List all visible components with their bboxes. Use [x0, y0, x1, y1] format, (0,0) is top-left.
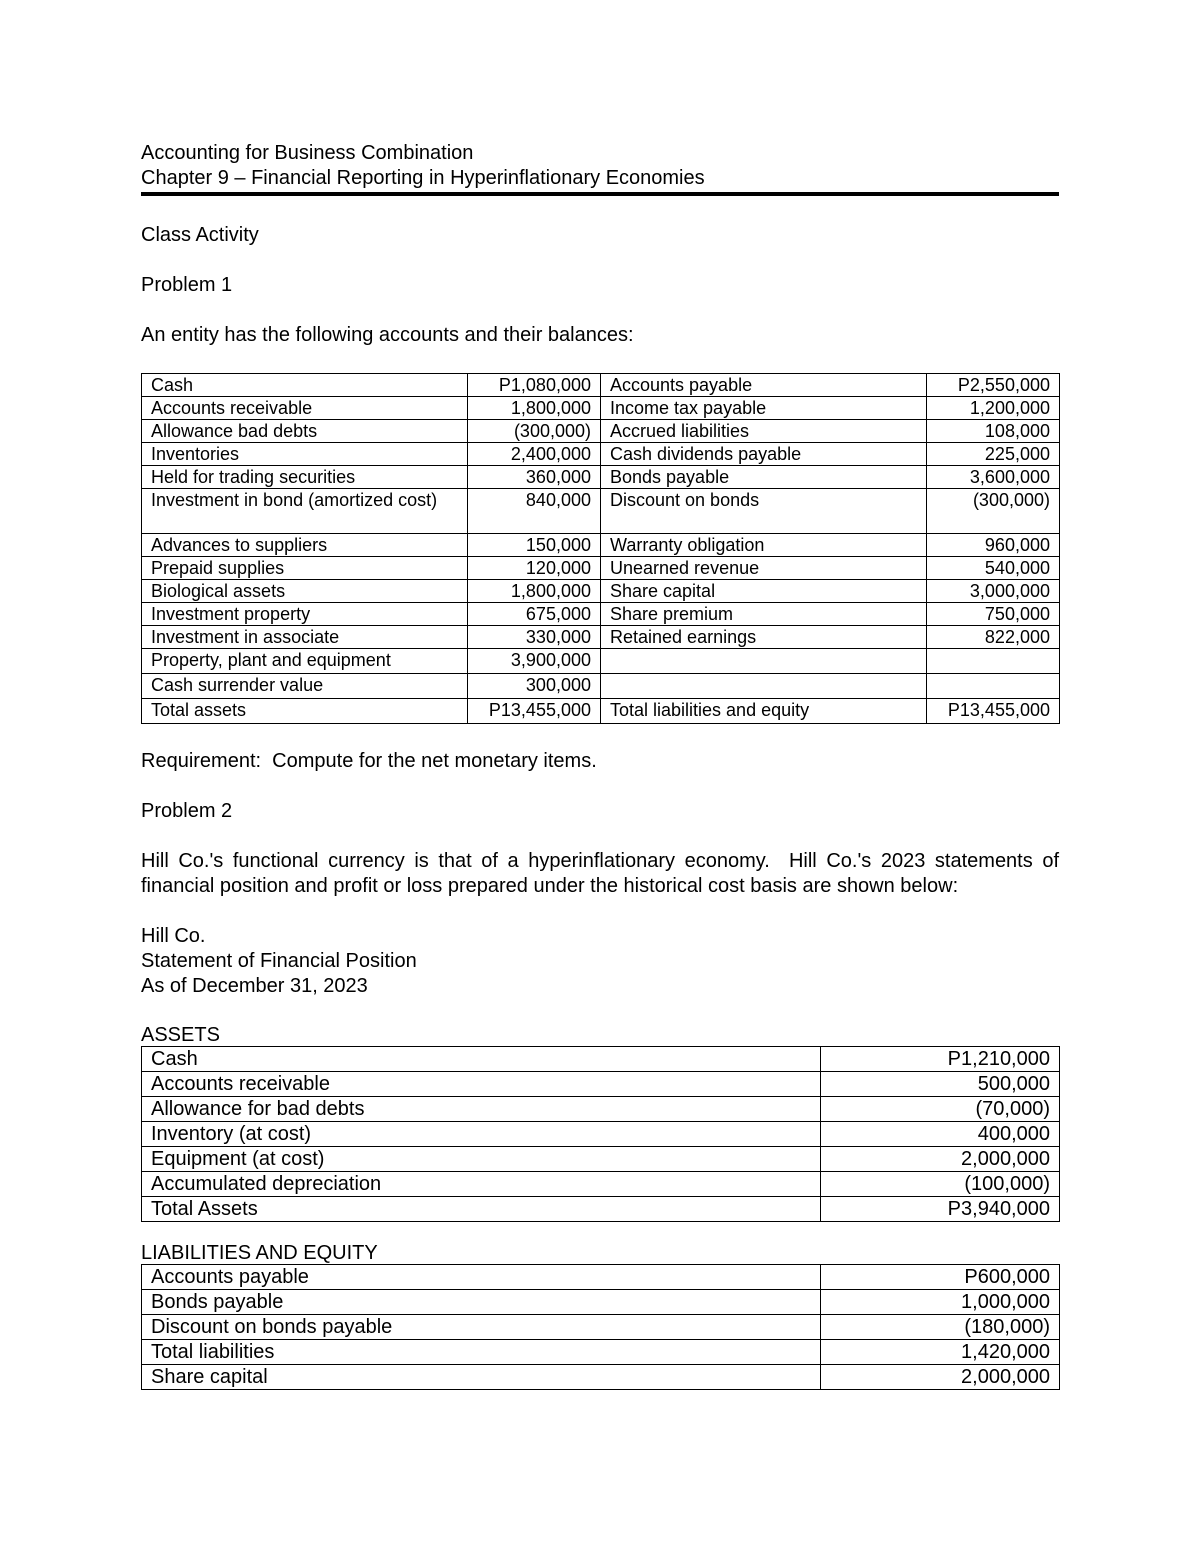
table-row: [142, 1097, 1060, 1122]
problem1-balances-table: [141, 373, 1060, 724]
account-label: Total liabilities: [142, 1340, 821, 1365]
account-label: Equipment (at cost): [142, 1147, 821, 1172]
asset-amount: 150,000: [468, 534, 601, 557]
asset-amount: 330,000: [468, 626, 601, 649]
asset-account: Cash: [142, 374, 468, 397]
account-amount: 500,000: [821, 1072, 1060, 1097]
account-amount: 1,000,000: [821, 1290, 1060, 1315]
account-label: Accumulated depreciation: [142, 1172, 821, 1197]
table-row: [142, 420, 1060, 443]
asset-account: Accounts receivable: [142, 397, 468, 420]
table-row: [142, 443, 1060, 466]
liability-amount: P2,550,000: [927, 374, 1060, 397]
liability-account: Bonds payable: [601, 466, 927, 489]
liability-amount: 108,000: [927, 420, 1060, 443]
asset-amount: 3,900,000: [468, 649, 601, 674]
table-row: [142, 374, 1060, 397]
problem1-title: Problem 1: [141, 274, 233, 296]
asset-amount: 1,800,000: [468, 397, 601, 420]
liability-account: Share premium: [601, 603, 927, 626]
problem2-intro: Hill Co.'s functional currency is that of a hyperinflationary economy. Hill Co.'s 2023 statements of financial position and profit or loss prepared under the historical cost basis are shown below:: [141, 850, 1065, 897]
liability-amount: (300,000): [927, 489, 1060, 534]
statement-date: As of December 31, 2023: [141, 975, 368, 997]
chapter-title: Chapter 9 – Financial Reporting in Hyperinflationary Economies: [141, 167, 705, 189]
liability-amount: 960,000: [927, 534, 1060, 557]
liability-amount: [927, 649, 1060, 674]
asset-account: Total assets: [142, 699, 468, 724]
liability-amount: 540,000: [927, 557, 1060, 580]
account-label: Cash: [142, 1047, 821, 1072]
liability-amount: 3,000,000: [927, 580, 1060, 603]
assets-table: [141, 1046, 1060, 1222]
liability-account: Retained earnings: [601, 626, 927, 649]
asset-account: Inventories: [142, 443, 468, 466]
table-row: [142, 557, 1060, 580]
asset-amount: 675,000: [468, 603, 601, 626]
problem1-requirement: Requirement: Compute for the net monetary items.: [141, 750, 597, 772]
liability-account: Accounts payable: [601, 374, 927, 397]
problem2-title: Problem 2: [141, 800, 233, 822]
asset-amount: (300,000): [468, 420, 601, 443]
problem1-intro: An entity has the following accounts and their balances:: [141, 324, 634, 346]
account-amount: P600,000: [821, 1265, 1060, 1290]
table-row: [142, 1147, 1060, 1172]
statement-title: Statement of Financial Position: [141, 950, 417, 972]
account-amount: P3,940,000: [821, 1197, 1060, 1222]
account-amount: (70,000): [821, 1097, 1060, 1122]
liability-account: Warranty obligation: [601, 534, 927, 557]
asset-account: Held for trading securities: [142, 466, 468, 489]
table-row: [142, 1365, 1060, 1390]
asset-account: Investment in bond (amortized cost): [142, 489, 468, 534]
document-page: [141, 141, 1065, 1390]
account-amount: 2,000,000: [821, 1365, 1060, 1390]
table-row: [142, 466, 1060, 489]
asset-account: Investment in associate: [142, 626, 468, 649]
account-amount: P1,210,000: [821, 1047, 1060, 1072]
asset-amount: 840,000: [468, 489, 601, 534]
liability-account: [601, 674, 927, 699]
asset-amount: 360,000: [468, 466, 601, 489]
table-row: [142, 489, 1060, 534]
liability-account: Income tax payable: [601, 397, 927, 420]
account-amount: 400,000: [821, 1122, 1060, 1147]
liability-account: Discount on bonds: [601, 489, 927, 534]
account-label: Inventory (at cost): [142, 1122, 821, 1147]
table-row: [142, 1122, 1060, 1147]
table-row: [142, 626, 1060, 649]
asset-account: Biological assets: [142, 580, 468, 603]
asset-account: Cash surrender value: [142, 674, 468, 699]
liability-amount: 225,000: [927, 443, 1060, 466]
asset-amount: P1,080,000: [468, 374, 601, 397]
asset-account: Advances to suppliers: [142, 534, 468, 557]
liabilities-heading: LIABILITIES AND EQUITY: [141, 1242, 378, 1264]
liability-amount: 1,200,000: [927, 397, 1060, 420]
liability-account: Share capital: [601, 580, 927, 603]
table-row: [142, 1340, 1060, 1365]
asset-account: Investment property: [142, 603, 468, 626]
assets-heading: ASSETS: [141, 1024, 220, 1046]
asset-amount: 2,400,000: [468, 443, 601, 466]
liability-account: Accrued liabilities: [601, 420, 927, 443]
liability-amount: 3,600,000: [927, 466, 1060, 489]
table-row: [142, 534, 1060, 557]
account-amount: (180,000): [821, 1315, 1060, 1340]
table-row: [142, 699, 1060, 724]
account-label: Allowance for bad debts: [142, 1097, 821, 1122]
table-row: [142, 1290, 1060, 1315]
account-amount: 1,420,000: [821, 1340, 1060, 1365]
account-amount: 2,000,000: [821, 1147, 1060, 1172]
table-row: [142, 1197, 1060, 1222]
company-name: Hill Co.: [141, 925, 206, 947]
account-label: Bonds payable: [142, 1290, 821, 1315]
activity-title: Class Activity: [141, 224, 259, 246]
table-row: [142, 649, 1060, 674]
account-label: Discount on bonds payable: [142, 1315, 821, 1340]
asset-account: Property, plant and equipment: [142, 649, 468, 674]
asset-account: Prepaid supplies: [142, 557, 468, 580]
liability-account: Total liabilities and equity: [601, 699, 927, 724]
table-row: [142, 580, 1060, 603]
account-label: Accounts receivable: [142, 1072, 821, 1097]
liability-amount: [927, 674, 1060, 699]
account-amount: (100,000): [821, 1172, 1060, 1197]
table-row: [142, 1315, 1060, 1340]
table-row: [142, 1072, 1060, 1097]
table-row: [142, 674, 1060, 699]
asset-amount: 1,800,000: [468, 580, 601, 603]
liability-amount: P13,455,000: [927, 699, 1060, 724]
account-label: Share capital: [142, 1365, 821, 1390]
liability-amount: 750,000: [927, 603, 1060, 626]
liability-account: [601, 649, 927, 674]
asset-account: Allowance bad debts: [142, 420, 468, 443]
table-row: [142, 1047, 1060, 1072]
asset-amount: 120,000: [468, 557, 601, 580]
liability-account: Unearned revenue: [601, 557, 927, 580]
account-label: Accounts payable: [142, 1265, 821, 1290]
liability-amount: 822,000: [927, 626, 1060, 649]
asset-amount: 300,000: [468, 674, 601, 699]
table-row: [142, 1172, 1060, 1197]
liabilities-table: [141, 1264, 1060, 1390]
account-label: Total Assets: [142, 1197, 821, 1222]
asset-amount: P13,455,000: [468, 699, 601, 724]
course-title: Accounting for Business Combination: [141, 142, 474, 164]
liability-account: Cash dividends payable: [601, 443, 927, 466]
table-row: [142, 603, 1060, 626]
table-row: [142, 397, 1060, 420]
table-row: [142, 1265, 1060, 1290]
